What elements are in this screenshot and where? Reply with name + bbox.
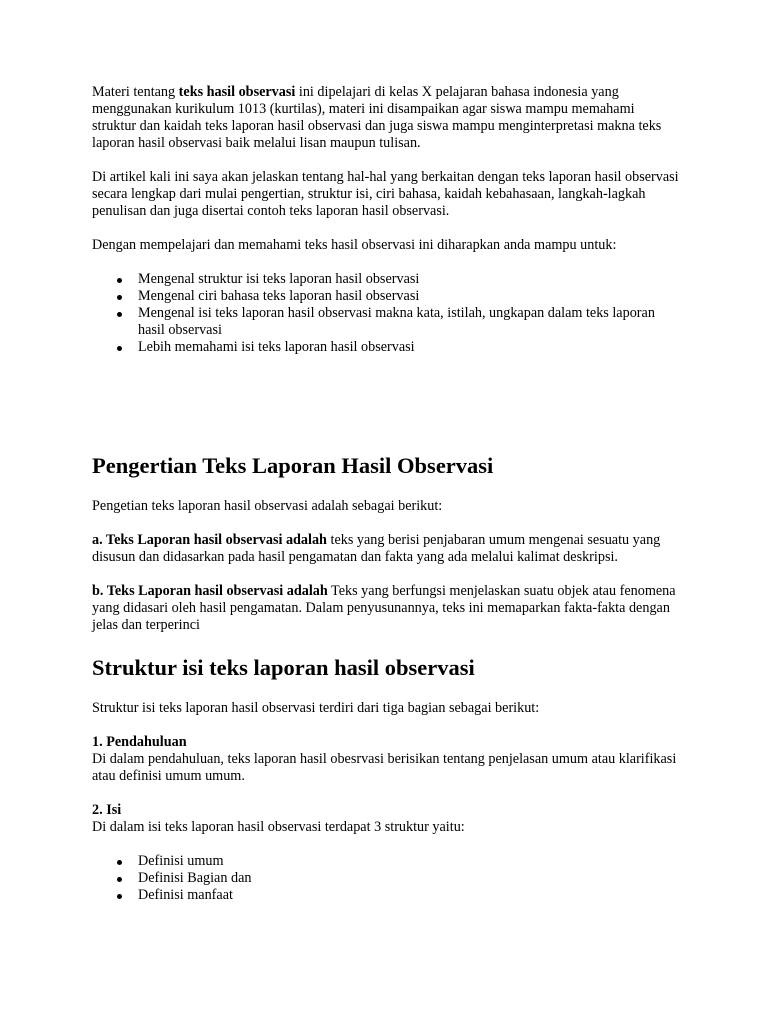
definition-b-text: Teks yang berfungsi menjelaskan suatu objek atau fenomena yang didasari oleh hasil pengamatan. Dalam penyusunannya, teks ini memaparkan fakta-fakta dengan jelas dan terperinci — [92, 583, 676, 633]
intro-text-continued: ini dipelajari di kelas X pelajaran bahasa indonesia yang menggunakan kurikulum 1013 (kurtilas), materi ini disampaikan agar siswa mampu memahami struktur dan kaidah teks laporan hasil observasi dan juga siswa mampu menginterpretasi makna teks laporan hasil observasi baik melalui lisan maupun tulisan. — [92, 84, 662, 151]
section1-lead: Pengetian teks laporan hasil observasi adalah sebagai berikut: — [92, 498, 443, 514]
structure-list — [92, 853, 682, 904]
section-heading-pengertian: Pengertian Teks Laporan Hasil Observasi — [92, 453, 494, 478]
list-item: Definisi Bagian dan — [138, 870, 682, 887]
document-page — [92, 84, 682, 904]
part1-text: Di dalam pendahuluan, teks laporan hasil obesrvasi berisikan tentang penjelasan umum atau klarifikasi atau definisi umum umum. — [92, 751, 677, 784]
list-item: Mengenal struktur isi teks laporan hasil observasi — [138, 271, 682, 288]
definition-a-label: a. Teks Laporan hasil observasi adalah — [92, 532, 327, 548]
intro-paragraph-3: Dengan mempelajari dan memahami teks hasil observasi ini diharapkan anda mampu untuk: — [92, 237, 617, 253]
list-item: Mengenal ciri bahasa teks laporan hasil observasi — [138, 288, 682, 305]
part2-title-text: 2. Isi — [92, 802, 122, 818]
intro-text: Materi tentang — [92, 84, 179, 100]
part1-title — [92, 734, 682, 751]
section2-lead: Struktur isi teks laporan hasil observasi terdiri dari tiga bagian sebagai berikut: — [92, 700, 540, 716]
definition-a — [92, 532, 682, 566]
part2-title — [92, 802, 682, 819]
definition-b — [92, 583, 682, 634]
section-heading-struktur: Struktur isi teks laporan hasil observasi — [92, 655, 475, 680]
part2-text: Di dalam isi teks laporan hasil observasi terdapat 3 struktur yaitu: — [92, 819, 465, 835]
definition-b-label: b. Teks Laporan hasil observasi adalah — [92, 583, 328, 599]
part1-title-text: 1. Pendahuluan — [92, 734, 187, 750]
goals-list — [92, 271, 682, 356]
list-item: Lebih memahami isi teks laporan hasil observasi — [138, 339, 682, 356]
intro-bold-term: teks hasil observasi — [178, 84, 296, 100]
definition-a-text: teks yang berisi penjabaran umum mengenai sesuatu yang disusun dan didasarkan pada hasil pengamatan dan fakta yang ada melalui kalimat deskripsi. — [92, 532, 661, 565]
intro-paragraph-2: Di artikel kali ini saya akan jelaskan tentang hal-hal yang berkaitan dengan teks laporan hasil observasi secara lengkap dari mulai pengertian, struktur isi, ciri bahasa, kaidah kebahasaan, langkah-lagkah penulisan dan juga disertai contoh teks laporan hasil observasi. — [92, 169, 679, 219]
list-item: Mengenal isi teks laporan hasil observasi makna kata, istilah, ungkapan dalam teks laporan hasil observasi — [138, 305, 682, 339]
list-item: Definisi umum — [138, 853, 682, 870]
list-item: Definisi manfaat — [138, 887, 682, 904]
spacer — [92, 356, 682, 453]
intro-paragraph-1 — [92, 84, 682, 152]
